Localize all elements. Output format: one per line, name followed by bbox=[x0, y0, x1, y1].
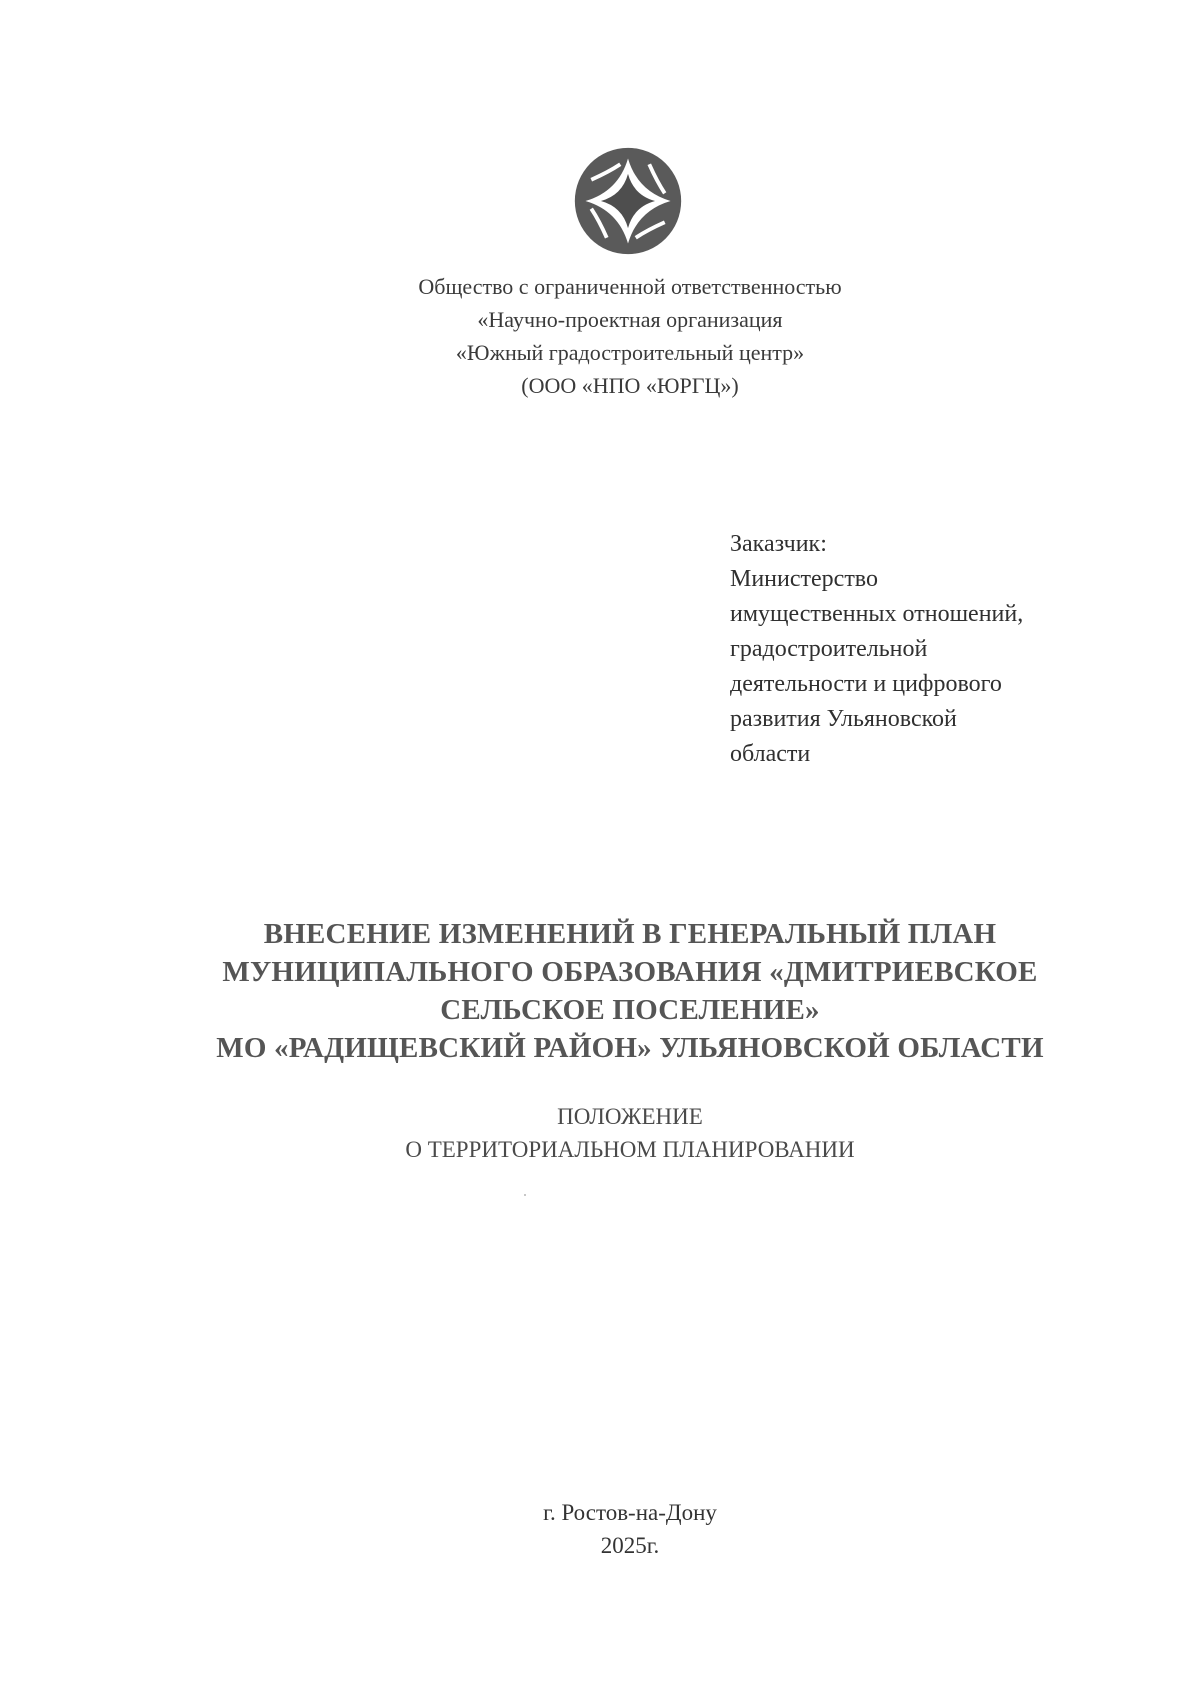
customer-line: градостроительной bbox=[730, 636, 928, 662]
organization-line-4: (ООО «НПО «ЮРГЦ») bbox=[521, 373, 739, 398]
title-line: МО «РАДИЩЕВСКИЙ РАЙОН» УЛЬЯНОВСКОЙ ОБЛАСТИ bbox=[216, 1032, 1044, 1064]
footer-city: г. Ростов-на-Дону bbox=[543, 1500, 717, 1525]
title-line: ВНЕСЕНИЕ ИЗМЕНЕНИЙ В ГЕНЕРАЛЬНЫЙ ПЛАН bbox=[263, 918, 997, 950]
organization-name bbox=[300, 270, 960, 402]
title-line: СЕЛЬСКОЕ ПОСЕЛЕНИЕ» bbox=[440, 994, 820, 1026]
customer-line: деятельности и цифрового bbox=[730, 671, 1002, 697]
customer-line: развития Ульяновской bbox=[730, 706, 957, 732]
customer-line: имущественных отношений, bbox=[730, 601, 1024, 627]
subtitle-line-1: ПОЛОЖЕНИЕ bbox=[557, 1104, 703, 1129]
subtitle-line-2: О ТЕРРИТОРИАЛЬНОМ ПЛАНИРОВАНИИ bbox=[405, 1137, 855, 1162]
organization-emblem-icon bbox=[570, 143, 686, 259]
document-subtitle bbox=[200, 1100, 1060, 1166]
title-line: МУНИЦИПАЛЬНОГО ОБРАЗОВАНИЯ «ДМИТРИЕВСКОЕ bbox=[222, 956, 1038, 988]
document-title bbox=[100, 915, 1160, 1067]
scan-speck bbox=[524, 1194, 526, 1196]
document-footer bbox=[400, 1496, 860, 1562]
customer-line: Министерство bbox=[730, 566, 878, 592]
customer-block bbox=[730, 527, 1130, 772]
organization-line-2: «Научно-проектная организация bbox=[477, 307, 783, 332]
organization-line-1: Общество с ограниченной ответственностью bbox=[418, 274, 842, 299]
organization-line-3: «Южный градостроительный центр» bbox=[455, 340, 805, 365]
footer-year: 2025г. bbox=[600, 1533, 660, 1558]
customer-line: области bbox=[730, 741, 811, 767]
customer-label: Заказчик: bbox=[730, 531, 827, 557]
